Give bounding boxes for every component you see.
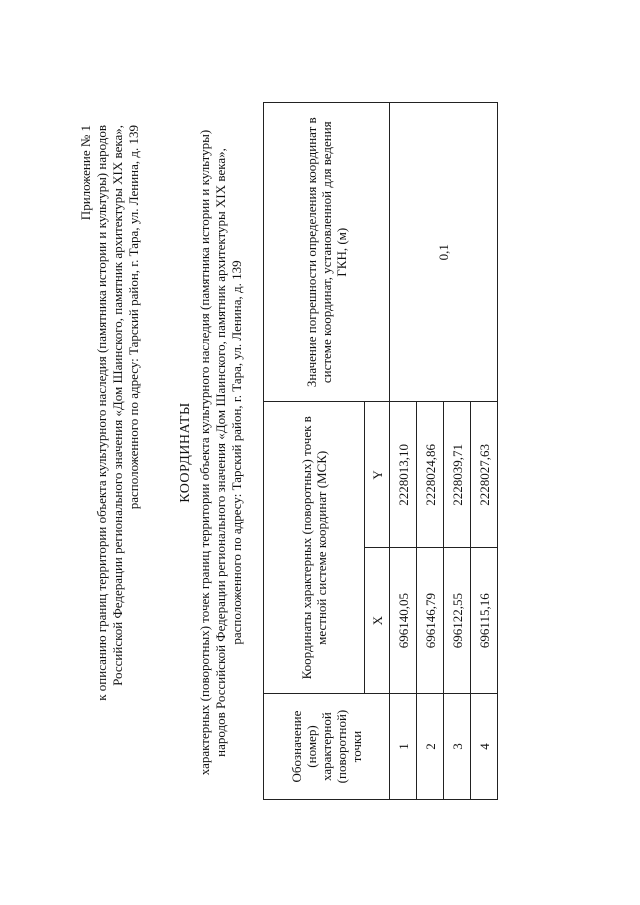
y-cell: 2228013,10: [390, 402, 417, 548]
y-cell: 2228024,86: [417, 402, 444, 548]
title-line: народов Российской Федерации регионального значения «Дом Шаинского, памятник архитектуры XIX века»,: [213, 148, 228, 757]
y-cell: 2228039,71: [444, 402, 471, 548]
appendix-line: к описанию границ территории объекта культурного наследия (памятника истории и культуры) народов: [94, 125, 109, 701]
y-cell: 2228027,63: [471, 402, 498, 548]
coordinates-header: Координаты характерных (поворотных) точек в местной системе координат (МСК): [264, 402, 365, 694]
point-number-header: Обозначение (номер) характерной (поворотной) точки: [264, 694, 390, 800]
title-line: расположенного по адресу: Тарский район, г. Тара, ул. Ленина, д. 139: [229, 260, 244, 645]
point-cell: 3: [444, 694, 471, 800]
accuracy-header: Значение погрешности определения координат в системе координат, установленной для ведения ГКН, (м): [264, 103, 390, 402]
point-cell: 2: [417, 694, 444, 800]
point-cell: 1: [390, 694, 417, 800]
accuracy-value: 0,1: [390, 103, 498, 402]
x-cell: 696115,16: [471, 548, 498, 694]
x-cell: 696122,55: [444, 548, 471, 694]
document-title: КООРДИНАТЫ: [178, 402, 193, 503]
x-cell: 696140,05: [390, 548, 417, 694]
appendix-line: Российской Федерации регионального значения «Дом Шаинского, памятник архитектуры XIX века»,: [110, 125, 125, 686]
appendix-number: Приложение № 1: [78, 125, 93, 221]
title-line: характерных (поворотных) точек границ территории объекта культурного наследия (памятника истории и культуры): [197, 129, 212, 776]
x-cell: 696146,79: [417, 548, 444, 694]
y-header: Y: [365, 402, 390, 548]
appendix-line: расположенного по адресу: Тарский район, г. Тара, ул. Ленина, д. 139: [126, 125, 141, 510]
point-cell: 4: [471, 694, 498, 800]
coordinates-table: [263, 102, 498, 800]
table-row: [390, 103, 417, 800]
x-header: X: [365, 548, 390, 694]
